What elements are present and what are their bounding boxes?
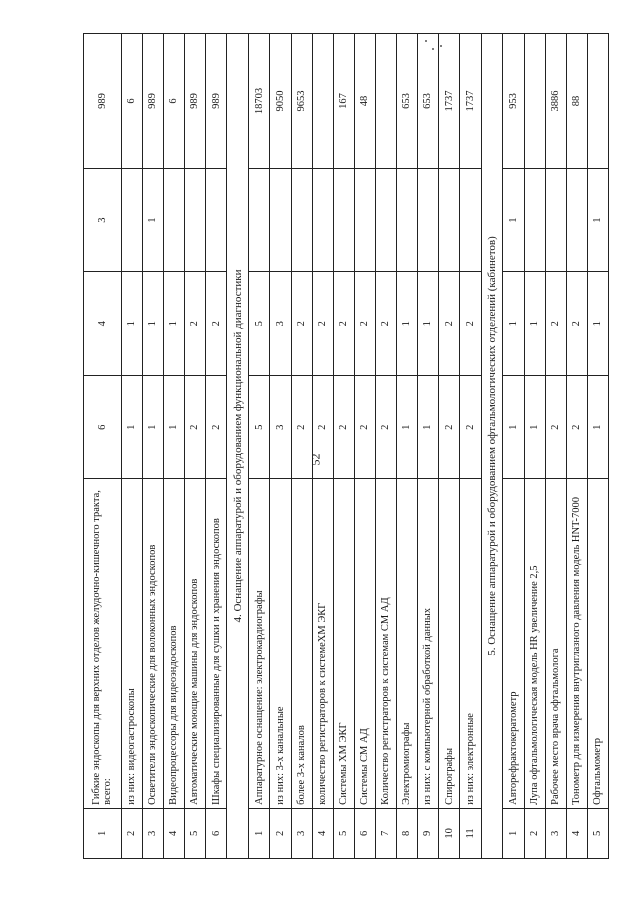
table-row bbox=[375, 34, 396, 859]
table-row bbox=[397, 34, 418, 859]
value-cell: 2 bbox=[312, 375, 333, 479]
equipment-table bbox=[83, 33, 609, 859]
section-title: 4. Оснащение аппаратурой и оборудованием функциональной диагностики bbox=[227, 34, 249, 859]
value-cell: 1 bbox=[587, 272, 608, 376]
value-cell: 1 bbox=[397, 272, 418, 376]
value-cell: 5 bbox=[249, 375, 270, 479]
total-cell: 653 bbox=[418, 34, 439, 169]
value-cell bbox=[375, 168, 396, 272]
value-cell: 1 bbox=[503, 272, 524, 376]
table-row bbox=[249, 34, 270, 859]
value-cell bbox=[291, 168, 312, 272]
row-number: 6 bbox=[354, 808, 375, 858]
total-cell: 3886 bbox=[545, 34, 566, 169]
value-cell: 1 bbox=[121, 375, 142, 479]
value-cell bbox=[121, 168, 142, 272]
total-cell bbox=[587, 34, 608, 169]
table-row bbox=[545, 34, 566, 859]
row-number: 3 bbox=[545, 808, 566, 858]
total-cell: 1737 bbox=[439, 34, 460, 169]
value-cell: 2 bbox=[460, 375, 481, 479]
table-row bbox=[524, 34, 545, 859]
table-row bbox=[206, 34, 227, 859]
table-row bbox=[164, 34, 185, 859]
row-name: более 3-х каналов bbox=[291, 479, 312, 808]
value-cell bbox=[206, 168, 227, 272]
value-cell: 4 bbox=[84, 272, 122, 376]
value-cell: 5 bbox=[249, 272, 270, 376]
value-cell bbox=[312, 168, 333, 272]
value-cell bbox=[333, 168, 354, 272]
row-number: 1 bbox=[249, 808, 270, 858]
row-name: Гибкие эндоскопы для верхних отделов желудочно-кишечного тракта, всего: bbox=[84, 479, 122, 808]
value-cell bbox=[418, 168, 439, 272]
row-name: Лупа офтальмологическая модель HR увеличение 2,5 bbox=[524, 479, 545, 808]
row-name: Автоматические моющие машины для эндоскопов bbox=[185, 479, 206, 808]
row-number: 4 bbox=[566, 808, 587, 858]
table-row bbox=[333, 34, 354, 859]
value-cell: 1 bbox=[503, 168, 524, 272]
total-cell: 989 bbox=[206, 34, 227, 169]
row-name: Офтальмометр bbox=[587, 479, 608, 808]
value-cell: 1 bbox=[524, 375, 545, 479]
row-number: 7 bbox=[375, 808, 396, 858]
total-cell: 9653 bbox=[291, 34, 312, 169]
row-number: 8 bbox=[397, 808, 418, 858]
value-cell: 3 bbox=[84, 168, 122, 272]
value-cell: 2 bbox=[566, 375, 587, 479]
row-name: Системы ХМ ЭКГ bbox=[333, 479, 354, 808]
section-row bbox=[481, 34, 503, 859]
total-cell: 953 bbox=[503, 34, 524, 169]
value-cell: 2 bbox=[185, 272, 206, 376]
row-name: Тонометр для измерения внутриглазного давления модель HNT-7000 bbox=[566, 479, 587, 808]
table-row bbox=[270, 34, 291, 859]
value-cell: 2 bbox=[460, 272, 481, 376]
row-name: Системы СМ АД bbox=[354, 479, 375, 808]
total-cell: 88 bbox=[566, 34, 587, 169]
value-cell: 2 bbox=[206, 375, 227, 479]
value-cell: 2 bbox=[439, 375, 460, 479]
value-cell: 1 bbox=[418, 272, 439, 376]
total-cell: 653 bbox=[397, 34, 418, 169]
value-cell: 2 bbox=[312, 272, 333, 376]
value-cell bbox=[397, 168, 418, 272]
row-number: 10 bbox=[439, 808, 460, 858]
row-number: 2 bbox=[270, 808, 291, 858]
table-row bbox=[439, 34, 460, 859]
row-number: 9 bbox=[418, 808, 439, 858]
table-row bbox=[142, 34, 163, 859]
scan-speck bbox=[432, 48, 434, 50]
value-cell: 6 bbox=[84, 375, 122, 479]
row-number: 3 bbox=[142, 808, 163, 858]
table-row bbox=[291, 34, 312, 859]
row-number: 11 bbox=[460, 808, 481, 858]
value-cell: 2 bbox=[354, 272, 375, 376]
total-cell: 18703 bbox=[249, 34, 270, 169]
total-cell: 48 bbox=[354, 34, 375, 169]
value-cell bbox=[354, 168, 375, 272]
value-cell: 2 bbox=[375, 272, 396, 376]
row-number: 4 bbox=[312, 808, 333, 858]
value-cell: 2 bbox=[333, 272, 354, 376]
value-cell: 2 bbox=[206, 272, 227, 376]
value-cell: 2 bbox=[333, 375, 354, 479]
table-row bbox=[121, 34, 142, 859]
value-cell: 2 bbox=[545, 272, 566, 376]
value-cell: 1 bbox=[418, 375, 439, 479]
total-cell: 989 bbox=[185, 34, 206, 169]
row-number: 1 bbox=[84, 808, 122, 858]
value-cell: 1 bbox=[587, 168, 608, 272]
total-cell: 989 bbox=[142, 34, 163, 169]
table-row bbox=[185, 34, 206, 859]
value-cell bbox=[164, 168, 185, 272]
value-cell: 2 bbox=[566, 272, 587, 376]
row-name: Видеопроцессоры для видеоэндоскопов bbox=[164, 479, 185, 808]
total-cell bbox=[312, 34, 333, 169]
value-cell: 1 bbox=[164, 272, 185, 376]
row-number: 6 bbox=[206, 808, 227, 858]
table-row bbox=[354, 34, 375, 859]
row-number: 5 bbox=[587, 808, 608, 858]
total-cell: 6 bbox=[121, 34, 142, 169]
table-row bbox=[566, 34, 587, 859]
page-number: 52 bbox=[308, 453, 323, 466]
total-cell bbox=[375, 34, 396, 169]
row-number: 4 bbox=[164, 808, 185, 858]
row-name: Рабочее место врача офтальмолога bbox=[545, 479, 566, 808]
value-cell: 1 bbox=[142, 168, 163, 272]
row-number: 2 bbox=[121, 808, 142, 858]
table-row bbox=[418, 34, 439, 859]
row-number: 5 bbox=[185, 808, 206, 858]
total-cell bbox=[524, 34, 545, 169]
table-row bbox=[84, 34, 122, 859]
table-row bbox=[503, 34, 524, 859]
total-cell: 167 bbox=[333, 34, 354, 169]
total-cell: 1737 bbox=[460, 34, 481, 169]
row-number: 1 bbox=[503, 808, 524, 858]
value-cell bbox=[249, 168, 270, 272]
value-cell bbox=[545, 168, 566, 272]
row-name: Шкафы специализированные для сушки и хранения эндоскопов bbox=[206, 479, 227, 808]
value-cell: 2 bbox=[439, 272, 460, 376]
total-cell: 9050 bbox=[270, 34, 291, 169]
value-cell: 1 bbox=[587, 375, 608, 479]
value-cell: 1 bbox=[397, 375, 418, 479]
row-name: из них: электронные bbox=[460, 479, 481, 808]
table-row bbox=[587, 34, 608, 859]
value-cell: 1 bbox=[524, 272, 545, 376]
row-name: Спирографы bbox=[439, 479, 460, 808]
row-number: 2 bbox=[524, 808, 545, 858]
row-number: 5 bbox=[333, 808, 354, 858]
value-cell: 2 bbox=[291, 375, 312, 479]
value-cell: 1 bbox=[503, 375, 524, 479]
value-cell: 1 bbox=[164, 375, 185, 479]
table-row bbox=[312, 34, 333, 859]
row-name: Количество регистраторов к системам СМ АД bbox=[375, 479, 396, 808]
row-name: из них: видеогастроскопы bbox=[121, 479, 142, 808]
row-name: Осветители эндоскопические для волоконных эндоскопов bbox=[142, 479, 163, 808]
value-cell bbox=[524, 168, 545, 272]
value-cell: 1 bbox=[142, 375, 163, 479]
total-cell: 989 bbox=[84, 34, 122, 169]
value-cell bbox=[439, 168, 460, 272]
scan-speck bbox=[440, 45, 442, 47]
value-cell: 3 bbox=[270, 375, 291, 479]
value-cell bbox=[185, 168, 206, 272]
value-cell: 3 bbox=[270, 272, 291, 376]
value-cell: 1 bbox=[121, 272, 142, 376]
value-cell: 2 bbox=[185, 375, 206, 479]
table-row bbox=[460, 34, 481, 859]
value-cell: 2 bbox=[545, 375, 566, 479]
section-row bbox=[227, 34, 249, 859]
row-number: 3 bbox=[291, 808, 312, 858]
value-cell: 2 bbox=[354, 375, 375, 479]
rotated-table-container bbox=[83, 33, 609, 859]
value-cell: 2 bbox=[375, 375, 396, 479]
value-cell: 2 bbox=[291, 272, 312, 376]
table-body bbox=[84, 34, 609, 859]
row-name: Авторефрактокератометр bbox=[503, 479, 524, 808]
value-cell bbox=[460, 168, 481, 272]
section-title: 5. Оснащение аппаратурой и оборудованием офтальмологических отделений (кабинетов) bbox=[481, 34, 503, 859]
value-cell: 1 bbox=[142, 272, 163, 376]
value-cell bbox=[270, 168, 291, 272]
row-name: из них: 3-х канальные bbox=[270, 479, 291, 808]
total-cell: 6 bbox=[164, 34, 185, 169]
scan-speck bbox=[425, 40, 427, 42]
value-cell bbox=[566, 168, 587, 272]
row-name: количество регистраторов к системеХМ ЭКГ bbox=[312, 479, 333, 808]
row-name: Электромиографы bbox=[397, 479, 418, 808]
row-name: Аппаратурное оснащение: электрокардиографы bbox=[249, 479, 270, 808]
row-name: из них: с компьютерной обработкой данных bbox=[418, 479, 439, 808]
